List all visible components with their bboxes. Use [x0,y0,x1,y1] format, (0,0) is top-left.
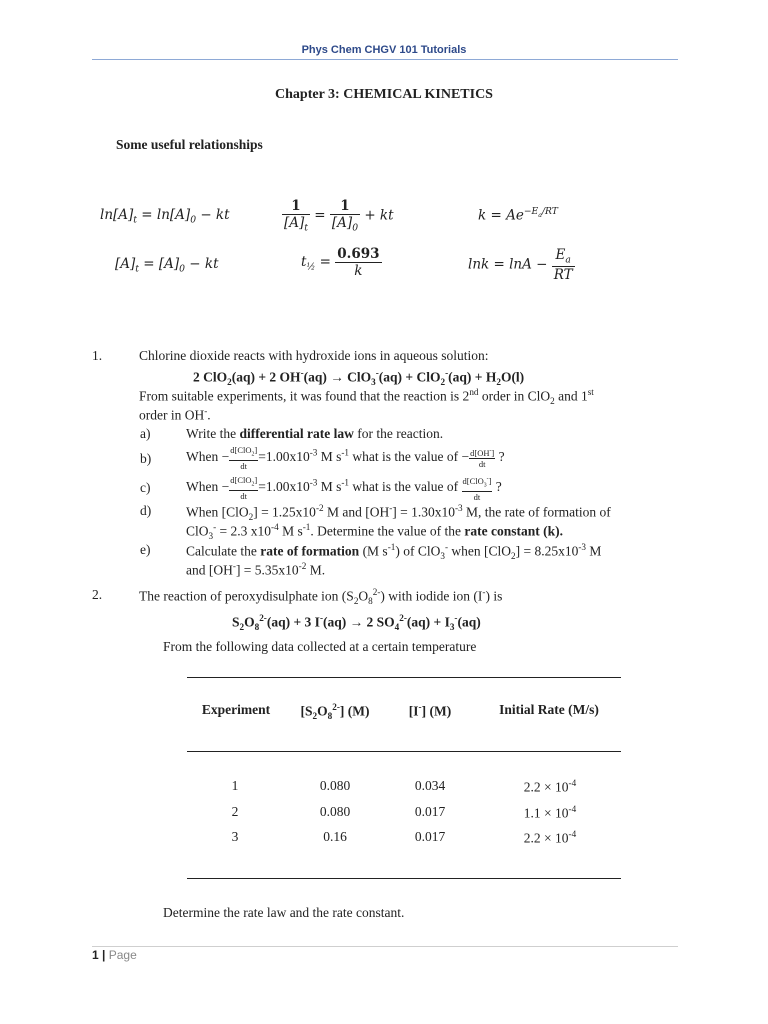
question-1-order-statement-cont: order in OH-. [139,406,211,423]
table-header-initial-rate: Initial Rate (M/s) [499,702,599,717]
table-cell: 0.017 [414,829,446,844]
table-cell: 0.080 [319,804,351,819]
question-2-reaction: $S_2O_8^{2-}(aq) + 3$ I-(aq) → 2 $SO_4^{2-}(aq) + I_3^-(aq)$ [232,613,481,633]
question-2-number: 2. [92,587,103,602]
page-label: Page [108,948,137,962]
table-cell: $1.1 \times 10^{-4}$ [523,804,577,821]
table-cell: 0.080 [319,778,351,793]
option-d-text-cont: ClO$_3$- = 2.3 $x10^{-4}$ M $s^{-1}$. Determine the value of the rate constant (k). [186,522,564,542]
table-cell: 3 [231,829,239,844]
question-1-order-statement: From suitable experiments, it was found that the reaction is 2nd order in ClO$_2$ and 1st [139,387,594,407]
question-2-data-intro: From the following data collected at a certain temperature [163,639,477,654]
option-a-label: a) [140,426,151,441]
running-header: Phys Chem CHGV 101 Tutorials [301,44,467,56]
option-d-text: When $[ClO_2] = 1.25x10^{-2}$ M and $[OH^-] = 1.30x10^{-3}$ M, the rate of formation of [186,503,611,523]
footer-rule [92,946,678,947]
option-e-label: e) [140,542,151,557]
question-1-reaction: 2 ClO$_2$(aq) + 2 $OH^-(aq) \to ClO_3^-(aq) + ClO_2^-(aq) + H_2O(l)$ [193,368,525,388]
zero-order-integrated-law: $[A]_t = [A]_0$ − kt [115,256,219,275]
table-header-rule [187,751,621,752]
table-cell: $2.2 \times 10^{-4}$ [523,829,577,846]
question-1-intro: Chlorine dioxide reacts with hydroxide ions in aqueous solution: [139,348,489,363]
option-c-text: When − d[ClO$_2$] dt $=1.00x10^{-3}$ M $s^{-1}$ what is the value of d[ClO$_3$-] dt ? [186,474,502,502]
question-2-intro: The reaction of peroxydisulphate ion $(S_2O_8^{2-})$ with iodide ion (I-) is [139,587,503,607]
table-cell: 0.017 [414,804,446,819]
table-cell: 1 [231,778,239,793]
option-c-label: c) [140,480,151,495]
arrhenius-equation: $k = Ae^{-E_a/RT}$ [478,206,558,224]
first-order-integrated-law: $\ln[A]_t = \ln[A]_0$ − kt [100,207,230,226]
option-b-label: b) [140,451,152,466]
half-life-equation: $t_{\frac{1}{2}}$ = $\frac{0.693}{k}$ [301,246,380,279]
question-2-closing: Determine the rate law and the rate constant. [163,905,405,920]
option-d-label: d) [140,503,152,518]
question-1-number: 1. [92,348,103,363]
chapter-title: Chapter 3: CHEMICAL KINETICS [275,87,493,102]
useful-relationships-heading: Some useful relationships [116,137,263,152]
page-footer [92,948,137,962]
log-arrhenius-equation: lnk = lnA − $\frac{E_a}{RT}$ [468,247,573,283]
header-rule [92,59,678,60]
table-top-rule [187,677,621,678]
table-cell: 2 [231,804,239,819]
footer-separator: | [102,948,106,962]
second-order-integrated-law: $\frac{1}{[A]_t}$ = $\frac{1}{[A]_0}$ + kt [284,198,394,234]
page-number: 1 [92,948,99,962]
option-e-text-cont: and $[OH^-] = 5.35x10^{-2}$ M. [186,561,326,578]
option-e-text: Calculate the rate of formation (M $s^{-1}$) of ClO$_3$- when $[ClO_2] = 8.25x10^{-3}$ M [186,542,602,562]
table-cell: 0.034 [414,778,446,793]
table-header-persulfate: $[S_2O_8^{2-}]$ (M) [300,702,370,722]
option-a-text: Write the differential rate law for the reaction. [186,426,444,441]
table-bottom-rule [187,878,621,879]
table-cell: $2.2 \times 10^{-4}$ [523,778,577,795]
table-header-experiment: Experiment [201,702,271,717]
option-b-text: When − d[ClO$_2$] dt $=1.00x10^{-3}$ M $s^{-1}$ what is the value of − $\frac{d[OH^-]}{dt}$ ? [186,445,505,471]
table-cell: 0.16 [323,829,347,844]
table-header-iodide: [I-] (M) [408,702,452,719]
